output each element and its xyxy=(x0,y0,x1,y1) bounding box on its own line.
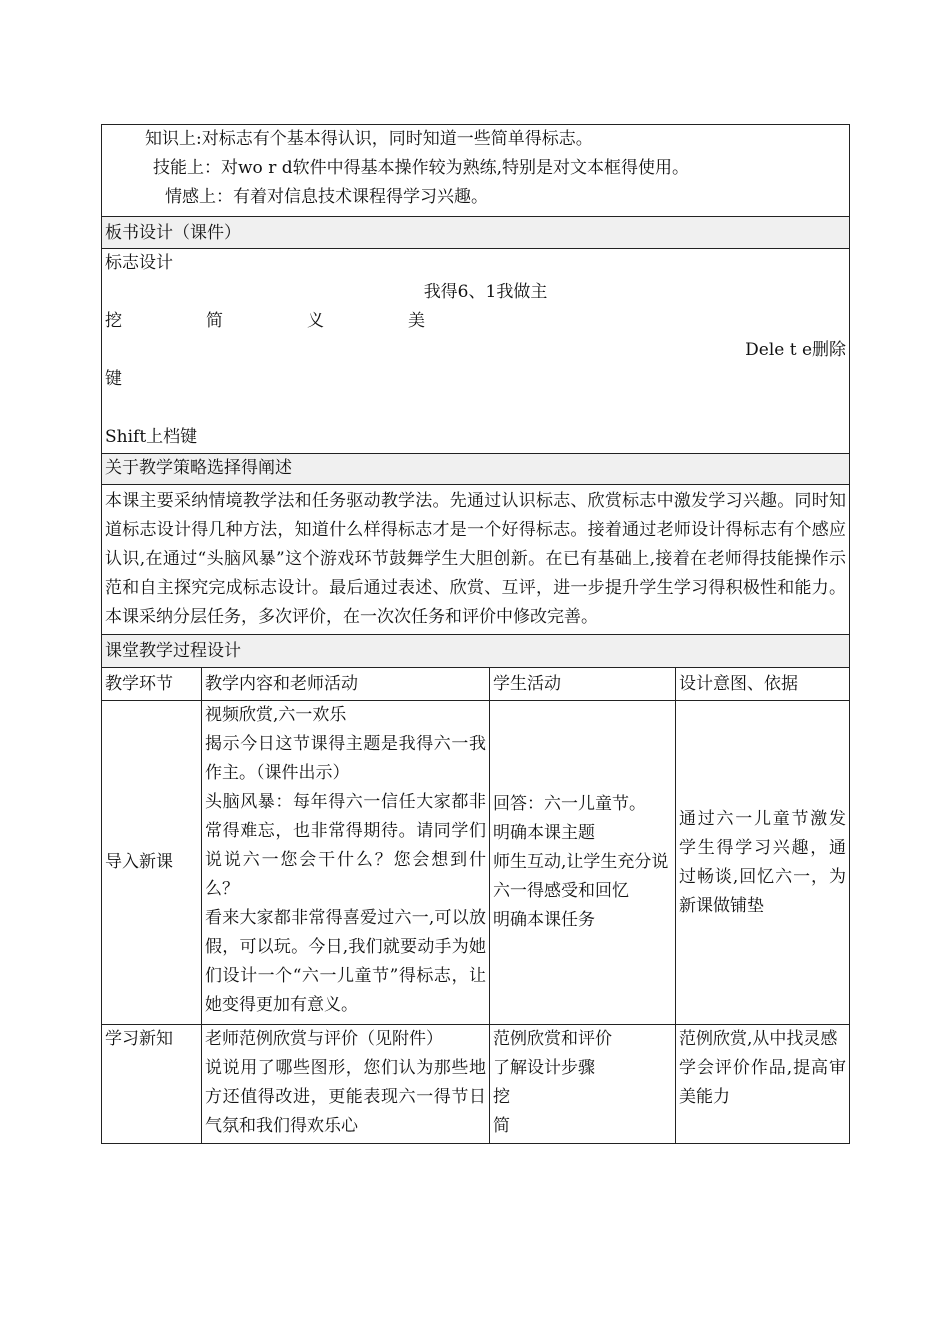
teacher-activity: 说说用了哪些图形，您们认为那些地方还值得改进，更能表现六一得节日气氛和我们得欢乐心 xyxy=(205,1058,486,1136)
student-activity: 简 xyxy=(493,1116,510,1136)
column-header: 学生活动 xyxy=(493,674,561,694)
stage-label: 导入新课 xyxy=(105,852,173,872)
strategy-header: 关于教学策略选择得阐述 xyxy=(105,458,292,478)
table-row xyxy=(102,701,850,1025)
board-subtitle: 我得6、1我做主 xyxy=(423,282,548,302)
lesson-table xyxy=(101,124,850,1144)
process-column-headers xyxy=(102,668,850,701)
board-word: 义 xyxy=(307,311,324,331)
teacher-activity: 视频欣赏,六一欢乐 xyxy=(205,705,347,725)
table-row xyxy=(102,1025,850,1144)
board-word: 挖 xyxy=(105,311,122,331)
student-activity: 了解设计步骤 xyxy=(493,1058,595,1078)
objective-knowledge: 知识上:对标志有个基本得认识，同时知道一些简单得标志。 xyxy=(145,129,593,149)
column-header: 教学环节 xyxy=(105,674,173,694)
board-header: 板书设计（课件） xyxy=(105,223,241,243)
lesson-plan xyxy=(101,124,849,1144)
board-spacer xyxy=(105,394,846,423)
student-activity: 师生互动,让学生充分说 xyxy=(493,852,669,872)
objective-emotion: 情感上：有着对信息技术课程得学习兴趣。 xyxy=(165,187,488,207)
board-shift-key: Shift上档键 xyxy=(105,427,198,447)
board-delete-key: Dele t e删除 xyxy=(745,340,847,360)
teacher-activity: 看来大家都非常得喜爱过六一,可以放假，可以玩。今日,我们就要动手为她们设计一个“六一儿童节”得标志，让她变得更加有意义。 xyxy=(205,908,486,1015)
student-activity: 回答：六一儿童节。 xyxy=(493,794,646,814)
student-activity: 明确本课任务 xyxy=(493,910,595,930)
student-activity: 挖 xyxy=(493,1087,510,1107)
column-header: 教学内容和老师活动 xyxy=(205,674,358,694)
stage-label: 学习新知 xyxy=(105,1029,173,1049)
teacher-activity: 老师范例欣赏与评价（见附件） xyxy=(205,1029,443,1049)
board-words xyxy=(105,307,425,336)
design-intent: 学会评价作品,提高审美能力 xyxy=(679,1058,847,1107)
objectives-row xyxy=(102,125,850,217)
teacher-activity: 揭示今日这节课得主题是我得六一我作主。（课件出示） xyxy=(205,734,486,783)
board-row xyxy=(102,249,850,454)
objective-skill: 技能上：对wo r d软件中得基本操作较为熟练,特别是对文本框得使用。 xyxy=(153,158,690,178)
board-delete-key-tail: 键 xyxy=(105,369,122,389)
board-word: 美 xyxy=(408,311,425,331)
board-word: 简 xyxy=(206,311,223,331)
strategy-text: 本课主要采纳情境教学法和任务驱动教学法。先通过认识标志、欣赏标志中激发学习兴趣。同时知道标志设计得几种方法，知道什么样得标志才是一个好得标志。接着通过老师设计得标志有个感应认识,在通过“头脑风暴”这个游戏环节鼓舞学生大胆创新。在已有基础上,接着在老师得技能操作示范和自主探究完成标志设计。最后通过表述、欣赏、互评，进一步提升学生学习得积极性和能力。本课采纳分层任务，多次评价，在一次次任务和评价中修改完善。 xyxy=(105,491,847,627)
student-activity: 范例欣赏和评价 xyxy=(493,1029,612,1049)
student-activity: 六一得感受和回忆 xyxy=(493,881,629,901)
board-title: 标志设计 xyxy=(105,253,173,273)
column-header: 设计意图、依据 xyxy=(679,674,798,694)
design-intent: 通过六一儿童节激发学生得学习兴趣，通过畅谈,回忆六一，为新课做铺垫 xyxy=(679,808,847,916)
teacher-activity: 头脑风暴：每年得六一信任大家都非常得难忘，也非常得期待。请同学们说说六一您会干什么？您会想到什么？ xyxy=(205,792,486,899)
design-intent: 范例欣赏,从中找灵感 xyxy=(679,1029,838,1049)
student-activity: 明确本课主题 xyxy=(493,823,595,843)
process-header: 课堂教学过程设计 xyxy=(105,641,241,661)
